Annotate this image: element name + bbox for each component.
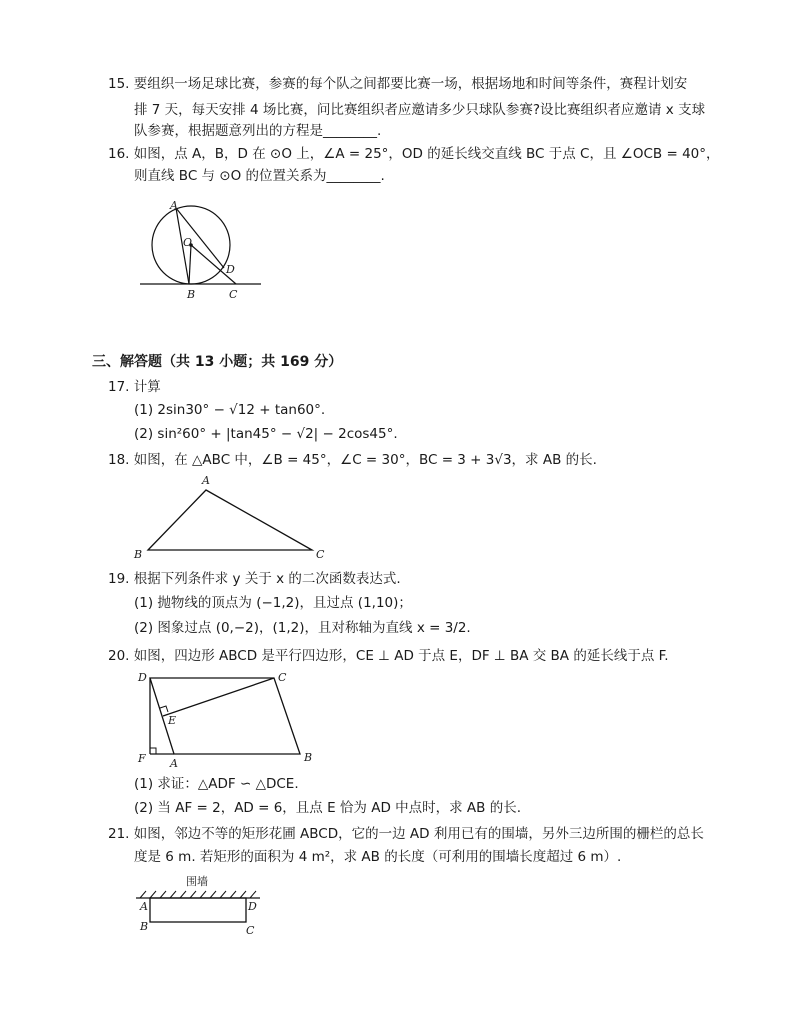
q20-parallelogram-figure — [130, 668, 330, 768]
label-c: C — [316, 548, 325, 561]
q18-triangle-figure — [128, 470, 338, 562]
q18-text: 18. 如图，在 △ABC 中，∠B = 45°，∠C = 30°，BC = 3 + 3√3，求 AB 的长. — [108, 452, 597, 468]
label-d: D — [248, 900, 257, 913]
q19-part1: (1) 抛物线的顶点为 (−1,2)，且过点 (1,10)； — [134, 595, 412, 611]
label-b: B — [304, 751, 313, 764]
q15-line3: 队参赛，根据题意列出的方程是________. — [134, 123, 382, 139]
q21-garden-figure — [130, 888, 270, 938]
segment-ce — [163, 678, 274, 716]
q19-text: 19. 根据下列条件求 y 关于 x 的二次函数表达式. — [108, 571, 401, 587]
label-a: A — [170, 757, 178, 768]
q16-circle-figure — [136, 196, 266, 306]
label-c: C — [246, 924, 255, 937]
label-c: C — [229, 288, 238, 301]
label-a: A — [202, 474, 210, 487]
label-e: E — [168, 714, 177, 727]
q17-part1: (1) 2sin30° − √12 + tan60°. — [134, 402, 326, 418]
section-title: 三、解答题（共 13 小题；共 169 分） — [92, 354, 343, 370]
wall-label: 围墙 — [186, 875, 208, 888]
label-d: D — [138, 671, 147, 684]
q19-part2: (2) 图象过点 (0,−2)，(1,2)，且对称轴为直线 x = 3/2. — [134, 620, 471, 636]
label-a: A — [170, 199, 178, 212]
q16-line2: 则直线 BC 与 ⊙O 的位置关系为________. — [134, 168, 385, 184]
wall-hatching — [140, 891, 256, 898]
right-angle-f — [150, 748, 156, 754]
label-b: B — [140, 920, 149, 933]
q20-text: 20. 如图，四边形 ABCD 是平行四边形，CE ⊥ AD 于点 E，DF ⊥ BA 交 BA 的延长线于点 F. — [108, 648, 669, 664]
q21-line1: 21. 如图，邻边不等的矩形花圃 ABCD，它的一边 AD 利用已有的围墙，另外三边所围的栅栏的总长 — [108, 826, 704, 842]
q16-line1: 16. 如图，点 A，B，D 在 ⊙O 上，∠A = 25°，OD 的延长线交直线 BC 于点 C，且 ∠OCB = 40°， — [108, 146, 720, 162]
q20-part1: (1) 求证：△ADF ∽ △DCE. — [134, 776, 299, 792]
label-b: B — [187, 288, 196, 301]
label-b: B — [134, 548, 143, 561]
triangle-abc — [148, 490, 312, 550]
q17-title: 17. 计算 — [108, 379, 161, 395]
label-d: D — [226, 263, 235, 276]
q17-part2: (2) sin²60° + |tan45° − √2| − 2cos45°. — [134, 426, 398, 442]
label-a: A — [140, 900, 148, 913]
garden-rectangle — [150, 898, 246, 922]
q21-line2: 度是 6 m. 若矩形的面积为 4 m²，求 AB 的长度（可利用的围墙长度超过 6 m）. — [134, 849, 622, 865]
segment-ob — [189, 245, 191, 284]
q15-line1: 15. 要组织一场足球比赛，参赛的每个队之间都要比赛一场，根据场地和时间等条件，赛程计划安 — [108, 76, 688, 92]
label-f: F — [138, 752, 146, 765]
label-o: O — [183, 236, 193, 249]
q20-part2: (2) 当 AF = 2，AD = 6，且点 E 恰为 AD 中点时，求 AB 的长. — [134, 800, 521, 816]
q15-line2: 排 7 天，每天安排 4 场比赛，问比赛组织者应邀请多少只球队参赛?设比赛组织者应邀请 x 支球 — [134, 102, 706, 118]
right-angle-e — [160, 706, 168, 712]
label-c: C — [278, 671, 287, 684]
